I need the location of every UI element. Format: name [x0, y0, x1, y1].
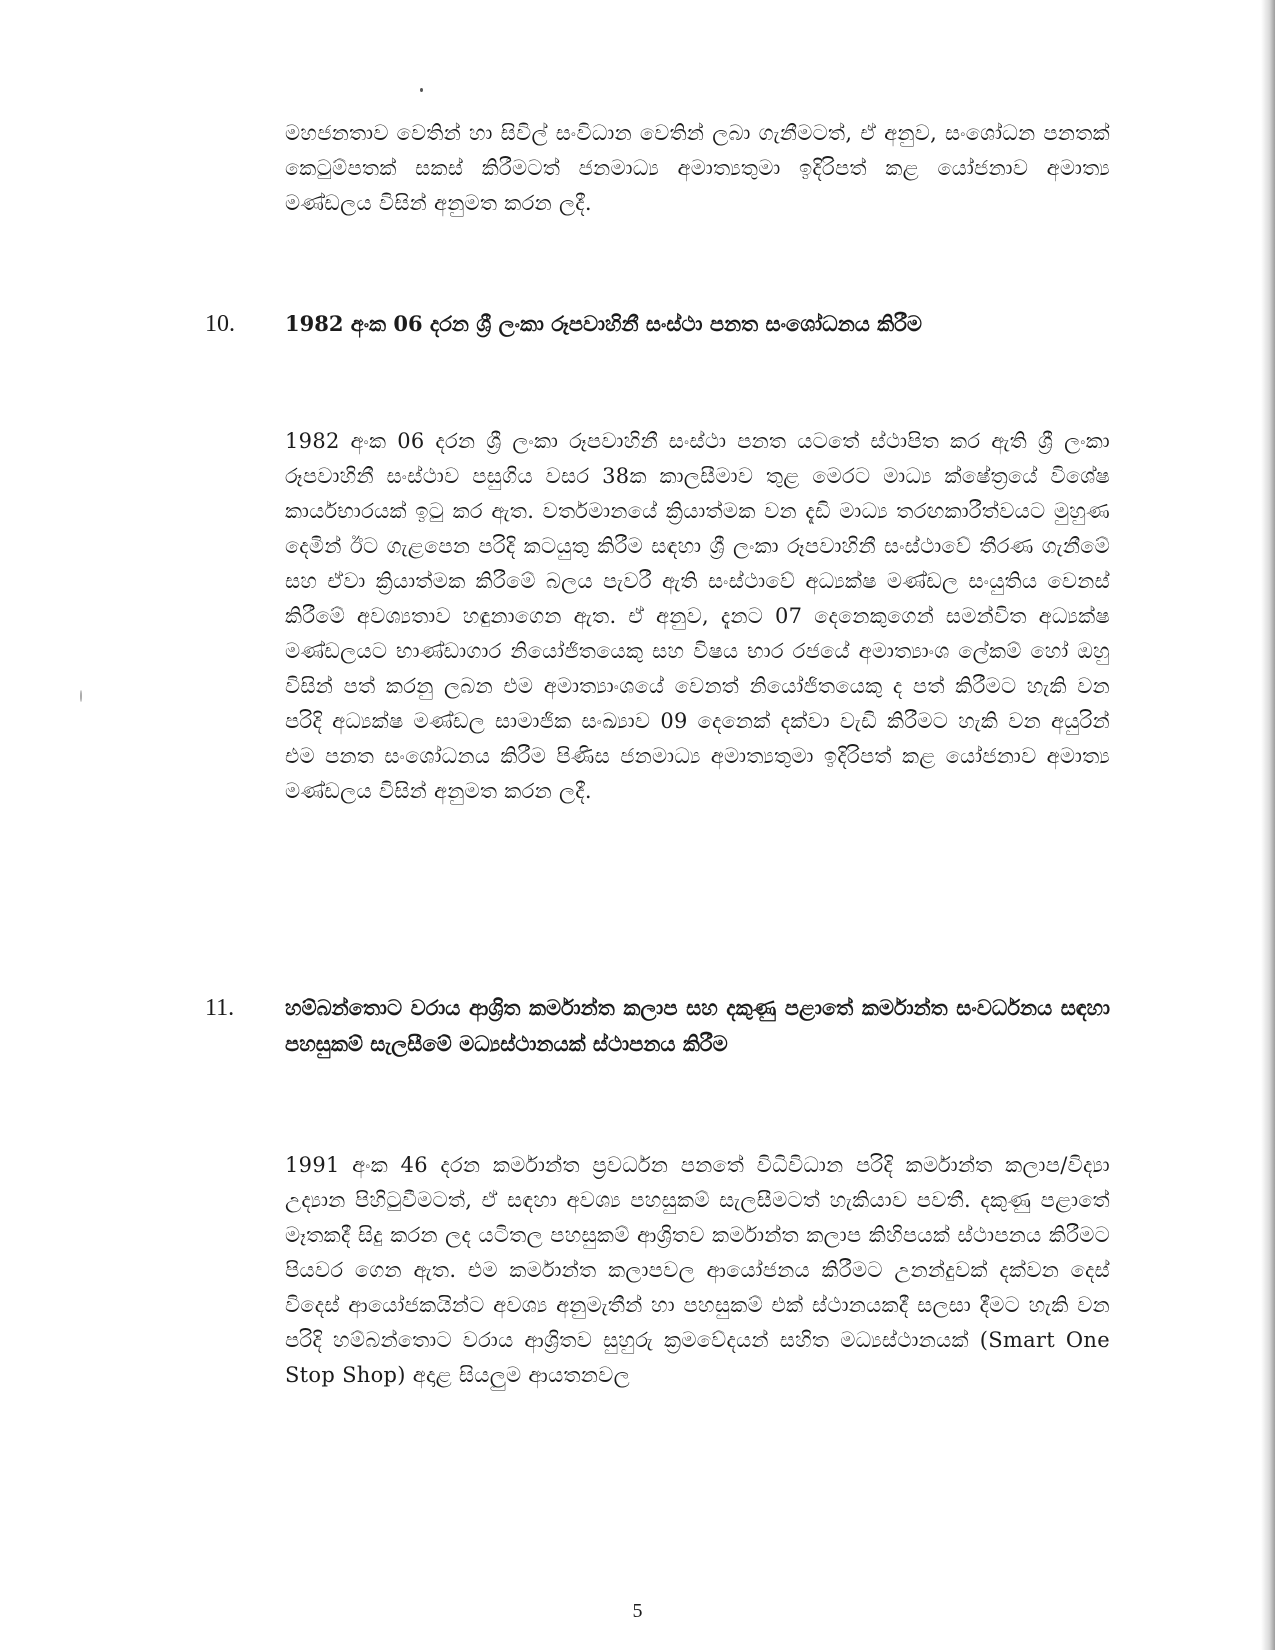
section-number: 10.: [205, 311, 235, 337]
section-11-body: 1991 අංක 46 දරන කර්මාන්ත ප්‍රවර්ධන පනතේ විධිවිධාන පරිදි කර්මාන්ත කලාප/විද්‍යා උද්‍යාන පිහිටුවීමටත්, ඒ සඳහා අවශ්‍ය පහසුකම් සැලසීමටත් හැකියාව පවතී. දකුණු පළාතේ මෑතකදී සිදු කරන ලද යටිතල පහසුකම් ආශ්‍රිතව කර්මාන්ත කලාප කිහිපයක් ස්ථාපනය කිරීමට පියවර ගෙන ඇත. එම කර්මාන්ත කලාපවල ආයෝජනය කිරීමට උනන්දුවක් දක්වන දෙස් විදෙස් ආයෝජකයින්ට අවශ්‍ය අනුමැතීන් හා පහසුකම් එක් ස්ථානයකදී සලසා දීමට හැකි වන පරිදි හම්බන්තොට වරාය ආශ්‍රිතව සුහුරු ක්‍රමවේදයන් සහිත මධ්‍යස්ථානයක් (Smart One Stop Shop) අදාළ සියලුම ආයතනවල: [285, 1153, 1110, 1387]
scan-edge-shadow: [1261, 0, 1275, 1650]
section-title: 1982 අංක 06 දරන ශ්‍රී ලංකා රූපවාහිනී සංස්ථා පනත සංශෝධනය කිරීම: [285, 311, 923, 336]
scan-speck: [420, 88, 423, 92]
scan-speck: [80, 690, 82, 702]
page-number: 5: [632, 1600, 643, 1622]
section-number: 11.: [205, 995, 235, 1021]
section-10-body: 1982 අංක 06 දරන ශ්‍රී ලංකා රූපවාහිනී සංස්ථා පනත යටතේ ස්ථාපිත කර ඇති ශ්‍රී ලංකා රූපවාහිනී සංස්ථාව පසුගිය වසර 38ක කාලසීමාව තුළ මෙරට මාධ්‍ය ක්ෂේත්‍රයේ විශේෂ කාර්යභාරයක් ඉටු කර ඇත. වර්තමානයේ ක්‍රියාත්මක වන දැඩි මාධ්‍ය තරඟකාරීත්වයට මුහුණ දෙමින් ඊට ගැළපෙන පරිදි කටයුතු කිරීම සඳහා ශ්‍රී ලංකා රූපවාහිනී සංස්ථාවේ තීරණ ගැනීමේ සහ ඒවා ක්‍රියාත්මක කිරීමේ බලය පැවරී ඇති සංස්ථාවේ අධ්‍යක්ෂ මණ්ඩල සංයුතිය වෙනස් කිරීමේ අවශ්‍යතාව හඳුනාගෙන ඇත. ඒ අනුව, දැනට 07 දෙනෙකුගෙන් සමන්විත අධ්‍යක්ෂ මණ්ඩලයට භාණ්ඩාගාර නියෝජිතයෙකු සහ විෂය භාර රජයේ අමාත්‍යාංශ ලේකම් හෝ ඔහු විසින් පත් කරනු ලබන එම අමාත්‍යාංශයේ වෙනත් නියෝජිතයෙකු ද පත් කිරීමට හැකි වන පරිදි අධ්‍යක්ෂ මණ්ඩල සාමාජික සංඛ්‍යාව 09 දෙනෙක් දක්වා වැඩි කිරීමට හැකි වන අයුරින් එම පනත සංශෝධනය කිරීම පිණිස ජනමාධ්‍ය අමාත්‍යතුමා ඉදිරිපත් කළ යෝජනාව අමාත්‍ය මණ්ඩලය විසින් අනුමත කරන ලදී.: [285, 429, 1110, 803]
intro-paragraph: මහජනතාව වෙතින් හා සිවිල් සංවිධාන වෙතින් ලබා ගැනීමටත්, ඒ අනුව, සංශෝධන පනතක් කෙටුම්පතක් සකස් කිරීමටත් ජනමාධ්‍ය අමාත්‍යතුමා ඉදිරිපත් කළ යෝජනාව අමාත්‍ය මණ්ඩලය විසින් අනුමත කරන ලදී.: [285, 121, 1110, 215]
section-title: හම්බන්තොට වරාය ආශ්‍රිත කර්මාන්ත කලාප සහ දකුණු පළාතේ කර්මාන්ත සංවර්ධනය සඳහා පහසුකම් සැලසීමේ මධ්‍යස්ථානයක් ස්ථාපනය කිරීම: [285, 995, 1110, 1056]
